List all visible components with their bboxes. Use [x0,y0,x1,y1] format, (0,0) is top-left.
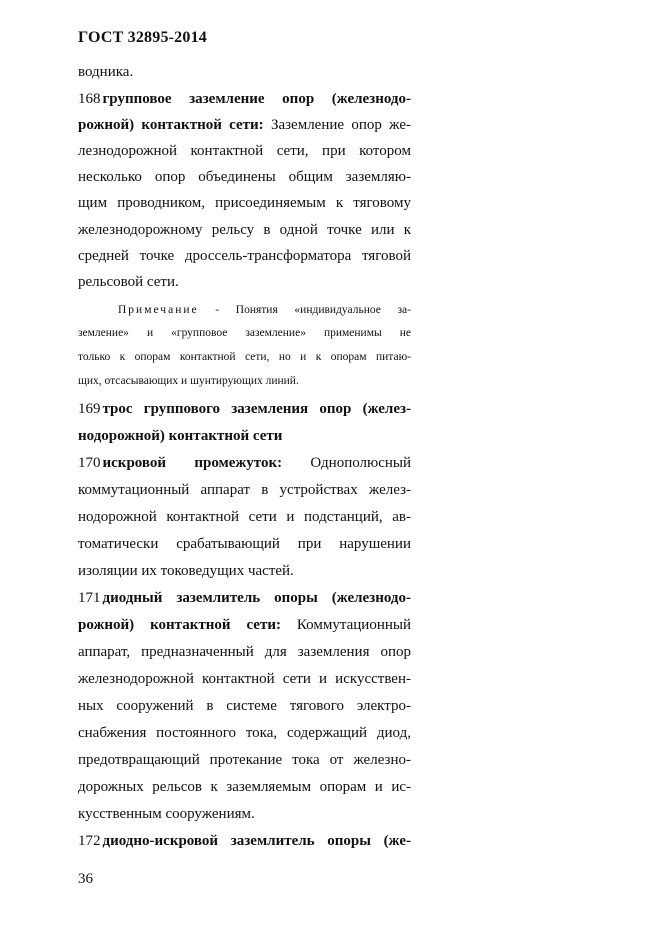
term-171-line-3: аппарат, предназначенный для заземления опор [78,644,411,660]
term-title: трос группового заземления опор (желез- [102,401,411,417]
term-171-line-6: снабжения постоянного тока, содержащий диод, [78,725,411,741]
term-171-line-4: железнодорожной контактной сети и искусствен- [78,671,411,687]
note-line-2: земление» и «групповое заземление» применимы не [78,327,411,339]
document-header: ГОСТ 32895-2014 [78,29,207,46]
term-title: диодно-искровой заземлитель опоры (же- [102,833,411,849]
term-number: 172 [78,833,101,849]
term-171-line-8: дорожных рельсов к заземляемым опорам и ис- [78,779,411,795]
term-title: рожной) контактной сети: [78,617,281,633]
continuation-line: водника. [78,64,134,80]
note-line-4: щих, отсасывающих и шунтирующих линий. [78,375,299,387]
term-170-line-1 [78,454,411,472]
term-170-line-4: томатически срабатывающий при нарушении [78,536,411,552]
term-168-line-1 [78,90,411,108]
term-title: рожной) контактной сети: [78,117,264,133]
term-171-line-9: кусственным сооружениям. [78,806,255,822]
term-number: 169 [78,401,101,417]
term-171-line-1 [78,589,411,607]
term-172-line-1 [78,832,411,850]
page-number: 36 [78,871,93,887]
note-line-3: только к опорам контактной сети, но и к опорам питаю- [78,351,411,363]
term-definition: Коммутационный [280,617,411,633]
term-170-line-2: коммутационный аппарат в устройствах желез- [78,482,411,498]
term-number: 168 [78,91,101,107]
term-168-line-7: средней точке дроссель-трансформатора тяговой [78,248,411,264]
term-168-line-6: железнодорожному рельсу в одной точке или к [78,222,411,238]
note-label: Примечание [118,304,199,316]
term-168-line-3: лезнодорожной контактной сети, при котором [78,143,411,159]
term-definition: Заземление опор же- [263,117,411,133]
term-number: 171 [78,590,101,606]
term-title: групповое заземление опор (железнодо- [102,91,411,107]
term-168-line-5: щим проводником, присоединяемым к тяговому [78,195,411,211]
term-169-line-2 [78,427,411,445]
term-169-line-1 [78,400,411,418]
note-text: - Понятия «индивидуальное за- [198,304,411,316]
term-171-line-2 [78,616,411,634]
term-168-line-2 [78,116,411,134]
term-171-line-5: ных сооружений в системе тягового электро- [78,698,411,714]
term-title: диодный заземлитель опоры (железнодо- [102,590,411,606]
term-number: 170 [78,455,101,471]
term-170-line-5: изоляции их токоведущих частей. [78,563,294,579]
term-168-line-8: рельсовой сети. [78,274,179,290]
note-line-1 [118,303,411,317]
term-definition: Однополюсный [282,455,412,471]
term-168-line-4: несколько опор объединены общим заземляю- [78,169,411,185]
term-title: нодорожной) контактной сети [78,428,283,444]
term-170-line-3: нодорожной контактной сети и подстанций, ав- [78,509,411,525]
term-title: искровой промежуток: [102,455,283,471]
term-171-line-7: предотвращающий протекание тока от железно- [78,752,411,768]
